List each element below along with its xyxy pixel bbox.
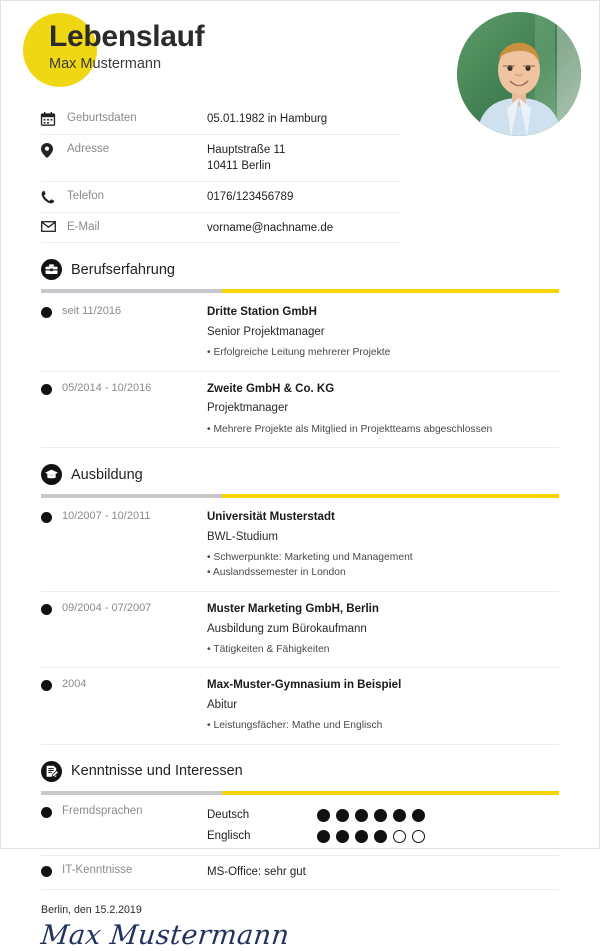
entry-bullet: • Erfolgreiche Leitung mehrerer Projekte	[207, 347, 391, 359]
entry-content-cell	[207, 509, 559, 581]
contact-value-birth: 05.01.1982 in Hamburg	[207, 113, 328, 125]
it-skill-value: MS-Office: sehr gut	[207, 865, 306, 878]
table-row	[41, 500, 559, 592]
rating-dot-filled	[412, 809, 425, 822]
address-line-2: 10411 Berlin	[207, 160, 271, 173]
entry-date-cell	[41, 677, 207, 691]
entry-bullets	[207, 422, 559, 437]
it-skills	[207, 864, 559, 881]
contact-value-email: vorname@nachname.de	[207, 221, 334, 234]
rating-dot-filled	[336, 809, 349, 822]
entry-content-cell	[207, 381, 559, 437]
entry-title: Max-Muster-Gymnasium in Beispiel	[207, 679, 402, 692]
entry-date: 09/2004 - 07/2007	[62, 601, 152, 614]
entry-title: Universität Musterstadt	[207, 511, 335, 524]
contact-label-birth: Geburtsdaten	[67, 112, 137, 124]
document-edit-icon	[41, 761, 62, 782]
entry-bullets	[207, 718, 559, 733]
portrait-photo	[457, 12, 581, 136]
entry-bullet: • Mehrere Projekte als Mitglied in Projektteams abgeschlossen	[207, 423, 493, 435]
contact-details	[41, 104, 401, 243]
divider-yellow-part	[222, 289, 559, 293]
section-divider-skills	[41, 791, 559, 795]
table-row	[41, 797, 559, 856]
rating-dot-filled	[355, 830, 368, 843]
entry-date-cell	[41, 601, 207, 615]
bullet-dot-icon	[41, 512, 52, 523]
entry-date: seit 11/2016	[62, 305, 122, 318]
skill-label-languages: Fremdsprachen	[62, 804, 143, 817]
section-skills	[41, 761, 559, 890]
contact-row-birth	[41, 104, 401, 135]
envelope-icon	[41, 220, 67, 232]
language-rating-german	[317, 809, 425, 822]
contact-row-phone	[41, 182, 401, 213]
section-header-skills	[41, 761, 559, 782]
contact-value-address	[207, 142, 285, 175]
graduation-cap-icon	[41, 464, 62, 485]
portrait-photo-graphic	[457, 12, 581, 136]
header-text	[49, 21, 204, 74]
divider-yellow-part	[222, 494, 559, 498]
language-rating-english	[317, 830, 425, 843]
rating-dot-filled	[374, 830, 387, 843]
map-pin-icon	[41, 142, 67, 158]
entry-title: Zweite GmbH & Co. KG	[207, 382, 335, 395]
rating-dot-filled	[336, 830, 349, 843]
bullet-dot-icon	[41, 680, 52, 691]
entry-role: Abitur	[207, 698, 238, 711]
rating-dot-filled	[393, 809, 406, 822]
entry-content-cell	[207, 601, 559, 657]
language-row-english	[207, 826, 559, 847]
divider-gray-part	[41, 791, 222, 795]
applicant-name: Max Mustermann	[49, 56, 162, 73]
contact-label-address: Adresse	[67, 142, 110, 155]
contact-value-phone: 0176/123456789	[207, 191, 294, 204]
table-row	[41, 295, 559, 371]
entry-title: Dritte Station GmbH	[207, 306, 317, 319]
entry-date-cell	[41, 509, 207, 523]
entry-bullets	[207, 550, 559, 581]
bullet-dot-icon	[41, 307, 52, 318]
entry-date: 2004	[62, 678, 87, 691]
section-header-experience	[41, 259, 559, 280]
entry-bullets	[207, 642, 559, 657]
section-title-education: Ausbildung	[71, 466, 143, 483]
contact-label-email: E-Mail	[67, 220, 100, 233]
entry-date-cell	[41, 381, 207, 395]
contact-row-address	[41, 135, 401, 182]
entry-title: Muster Marketing GmbH, Berlin	[207, 602, 379, 615]
divider-gray-part	[41, 494, 222, 498]
rating-dot-filled	[355, 809, 368, 822]
section-divider-education	[41, 494, 559, 498]
skill-label-it: IT-Kenntnisse	[62, 863, 133, 876]
language-name: Englisch	[207, 830, 251, 843]
page-title: Lebenslauf	[49, 20, 205, 53]
rating-dot-filled	[317, 830, 330, 843]
entry-bullet: • Schwerpunkte: Marketing und Management	[207, 552, 413, 563]
table-row	[41, 592, 559, 668]
table-row	[41, 668, 559, 744]
table-row	[41, 372, 559, 448]
section-divider-experience	[41, 289, 559, 293]
contact-row-email	[41, 213, 401, 244]
bullet-dot-icon	[41, 604, 52, 615]
table-row	[41, 856, 559, 890]
section-title-skills: Kenntnisse und Interessen	[71, 763, 243, 780]
language-row-german	[207, 805, 559, 826]
section-experience	[41, 259, 559, 448]
rating-dot-empty	[393, 830, 406, 843]
entry-date-cell	[41, 304, 207, 318]
entry-bullet: • Tätigkeiten & Fähigkeiten	[207, 643, 330, 655]
entry-content-cell	[207, 677, 559, 733]
address-line-1: Hauptstraße 11	[207, 143, 286, 156]
section-education	[41, 464, 559, 745]
rating-dot-filled	[374, 809, 387, 822]
skill-label-cell	[41, 805, 207, 818]
entry-date: 05/2014 - 10/2016	[62, 381, 152, 394]
place-and-date: Berlin, den 15.2.2019	[41, 903, 142, 916]
entry-role: Senior Projektmanager	[207, 326, 325, 339]
language-name: Deutsch	[207, 809, 250, 822]
entry-role: BWL-Studium	[207, 530, 278, 543]
languages-list	[207, 805, 559, 847]
section-header-education	[41, 464, 559, 485]
calendar-icon	[41, 111, 67, 126]
footer	[41, 904, 559, 951]
header	[1, 1, 599, 96]
divider-gray-part	[41, 289, 222, 293]
entry-bullet: • Auslandssemester in London	[207, 567, 346, 579]
rating-dot-filled	[317, 809, 330, 822]
entry-bullets	[207, 345, 559, 360]
bullet-dot-icon	[41, 807, 52, 818]
entry-role: Ausbildung zum Bürokaufmann	[207, 622, 367, 635]
entry-bullet: • Leistungsfächer: Mathe und Englisch	[207, 720, 383, 732]
phone-icon	[41, 189, 67, 204]
divider-yellow-part	[222, 791, 559, 795]
contact-label-phone: Telefon	[67, 190, 105, 203]
rating-dot-empty	[412, 830, 425, 843]
entry-content-cell	[207, 304, 559, 360]
bullet-dot-icon	[41, 866, 52, 877]
entry-date: 10/2007 - 10/2011	[62, 510, 151, 523]
entry-role: Projektmanager	[207, 402, 289, 415]
briefcase-icon	[41, 259, 62, 280]
bullet-dot-icon	[41, 384, 52, 395]
section-title-experience: Berufserfahrung	[71, 261, 175, 278]
skill-label-cell	[41, 864, 207, 877]
signature: Max Mustermann	[39, 919, 291, 951]
